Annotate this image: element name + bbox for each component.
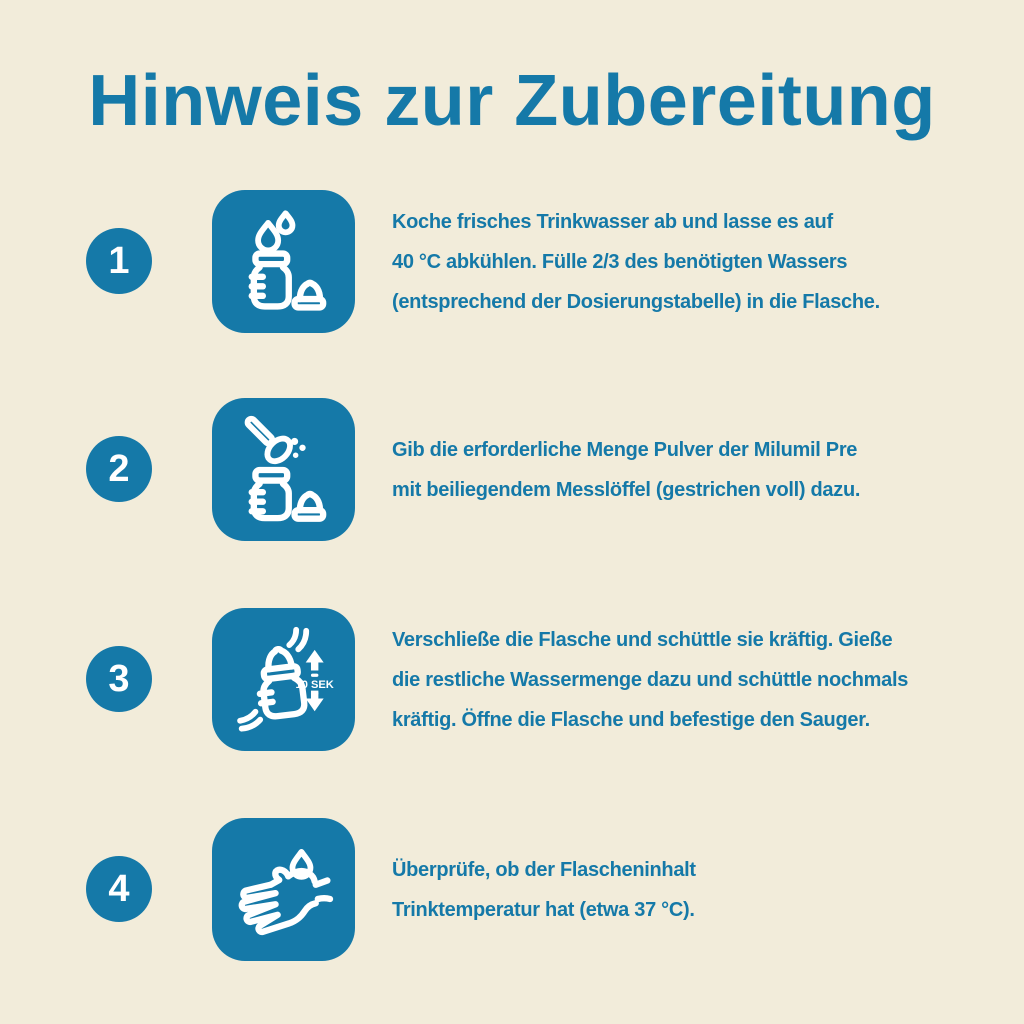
- step-4-text: [392, 818, 944, 961]
- step-1: [0, 190, 1024, 333]
- step-text-line: (entsprechend der Dosierungstabelle) in die Flasche.: [392, 290, 880, 313]
- step-2-text: [392, 398, 944, 541]
- shake-duration-label: 10 SEK: [295, 678, 334, 691]
- step-1-number-badge: [86, 228, 152, 294]
- step-1-text: [392, 190, 944, 333]
- step-4: [0, 818, 1024, 961]
- step-3-number-badge: [86, 646, 152, 712]
- step-text-line: Verschließe die Flasche und schüttle sie kräftig. Gieße: [392, 628, 893, 651]
- step-text-line: 40 °C abkühlen. Fülle 2/3 des benötigten Wassers: [392, 250, 848, 273]
- step-2: [0, 398, 1024, 541]
- step-3: [0, 608, 1024, 751]
- step-text-line: die restliche Wassermenge dazu und schüttle nochmals: [392, 668, 909, 691]
- step-text-line: mit beiliegendem Messlöffel (gestrichen voll) dazu.: [392, 478, 861, 501]
- step-text-line: Trinktemperatur hat (etwa 37 °C).: [392, 898, 695, 921]
- step-text-line: Überprüfe, ob der Flascheninhalt: [392, 858, 696, 881]
- step-text-line: Gib die erforderliche Menge Pulver der Milumil Pre: [392, 438, 858, 461]
- step-4-number-badge: [86, 856, 152, 922]
- step-text-line: kräftig. Öffne die Flasche und befestige den Sauger.: [392, 708, 870, 731]
- step-4-icon-tile: [212, 818, 355, 961]
- step-2-icon-tile: [212, 398, 355, 541]
- step-number: 2: [108, 448, 130, 490]
- water-drops-and-bottle-icon: [229, 207, 339, 317]
- step-2-number-badge: [86, 436, 152, 502]
- page-title: Hinweis zur Zubereitung: [88, 61, 936, 141]
- step-number: 3: [108, 658, 130, 700]
- step-3-text: [392, 608, 944, 751]
- shake-bottle-icon: [229, 625, 339, 735]
- step-text-line: Koche frisches Trinkwasser ab und lasse es auf: [392, 210, 833, 233]
- step-1-icon-tile: [212, 190, 355, 333]
- hand-with-water-drop-icon: [229, 835, 339, 945]
- step-number: 4: [108, 868, 130, 910]
- spoon-powder-into-bottle-icon: [229, 415, 339, 525]
- step-number: 1: [108, 240, 130, 282]
- step-3-icon-tile: [212, 608, 355, 751]
